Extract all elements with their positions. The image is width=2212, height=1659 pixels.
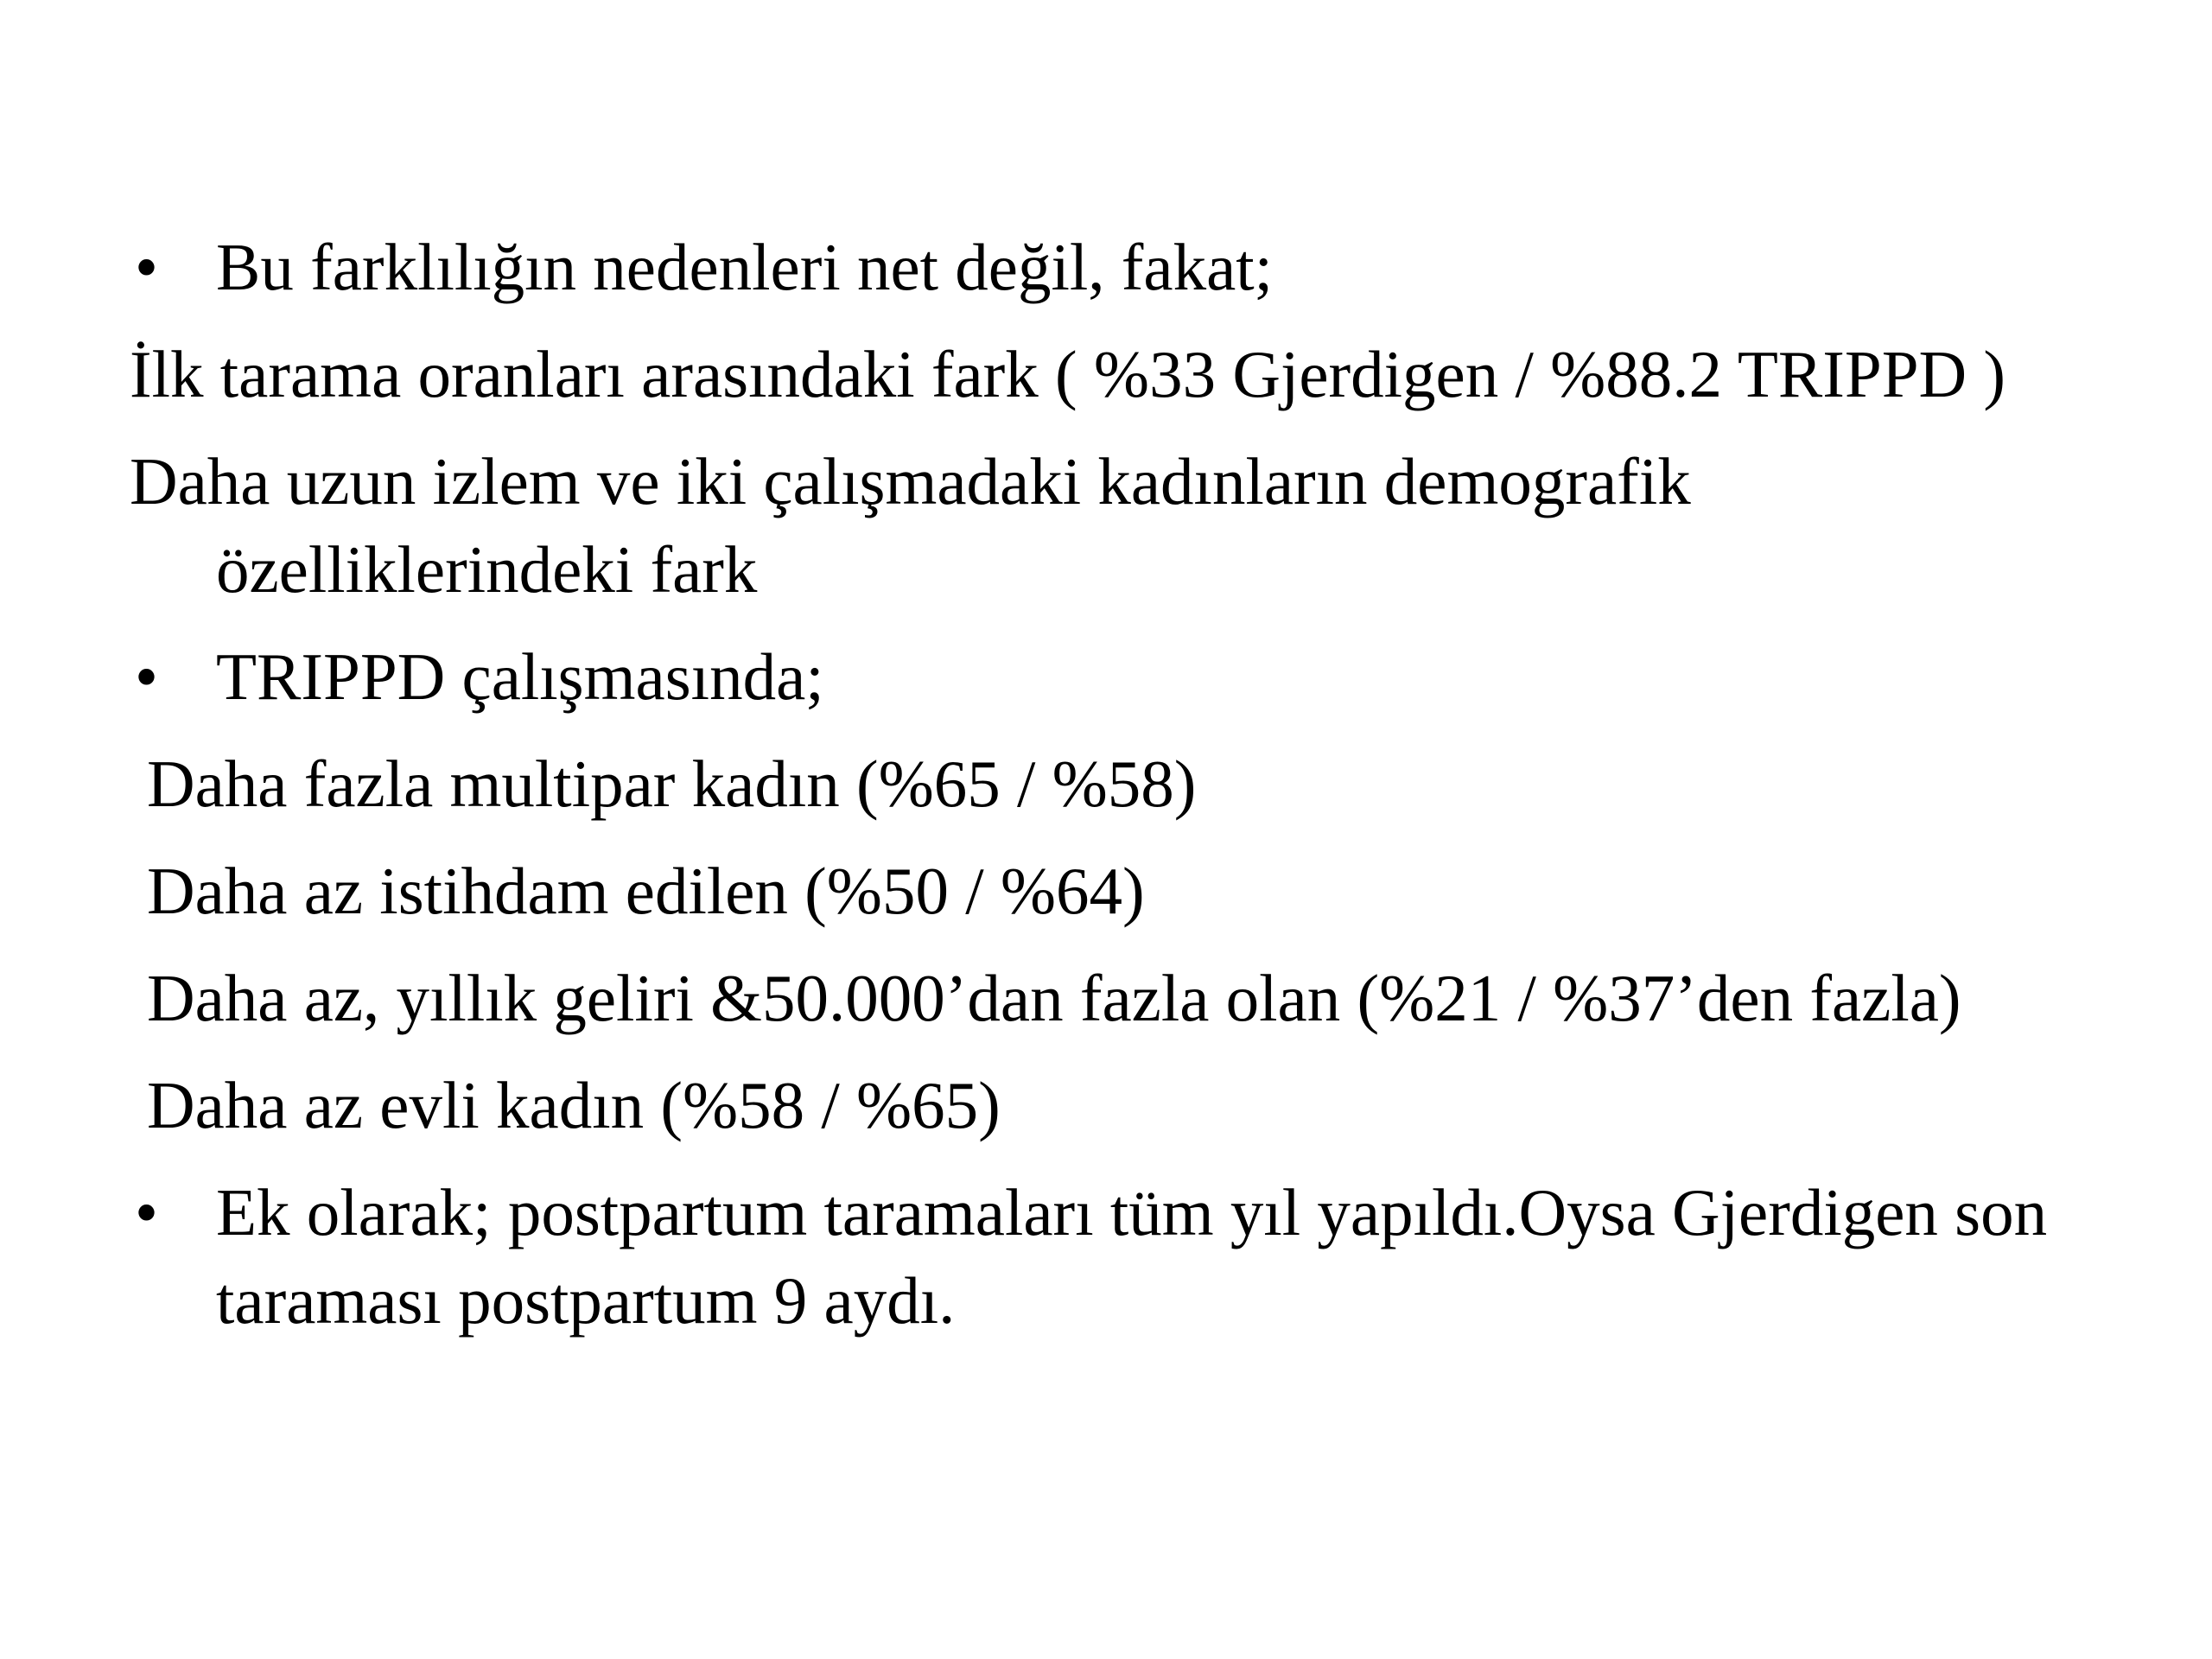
sub-item-text: Daha az evli kadın (%58 / %65) xyxy=(147,1068,1001,1142)
bullet-item-additionally xyxy=(130,1168,2082,1344)
sub-item-employment xyxy=(130,847,2082,935)
sub-item-text: Daha az, yıllık geliri &50.000’dan fazla olan (%21 / %37’den fazla) xyxy=(147,961,1961,1035)
bullet-text: Ek olarak; postpartum taramaları tüm yıl yapıldı.Oysa Gjerdigen son taraması postpartum 9 aydı. xyxy=(216,1175,2048,1338)
sub-item-married xyxy=(130,1061,2082,1149)
paragraph-text: Daha uzun izlem ve iki çalışmadaki kadınların demografik özelliklerindeki fark xyxy=(130,444,1691,607)
bullet-icon: • xyxy=(135,1175,158,1249)
sub-item-multipar xyxy=(130,740,2082,828)
sub-item-text: Daha fazla multipar kadın (%65 / %58) xyxy=(147,747,1197,821)
sub-item-text: Daha az istihdam edilen (%50 / %64) xyxy=(147,854,1145,928)
bullet-text: Bu farklılığın nedenleri net değil, fakat; xyxy=(216,230,1274,304)
paragraph-screening-rates xyxy=(130,330,2082,418)
bullet-text: TRIPPD çalışmasında; xyxy=(216,639,824,714)
bullet-item-reasons xyxy=(130,223,2082,311)
paragraph-text: İlk tarama oranları arasındaki fark ( %33 Gjerdigen / %88.2 TRIPPD ) xyxy=(130,337,2006,411)
slide-body xyxy=(130,223,2082,1363)
paragraph-demographics xyxy=(130,437,2082,613)
bullet-icon: • xyxy=(135,230,158,304)
bullet-icon: • xyxy=(135,639,158,714)
sub-item-income xyxy=(130,954,2082,1042)
bullet-item-trippd xyxy=(130,632,2082,721)
